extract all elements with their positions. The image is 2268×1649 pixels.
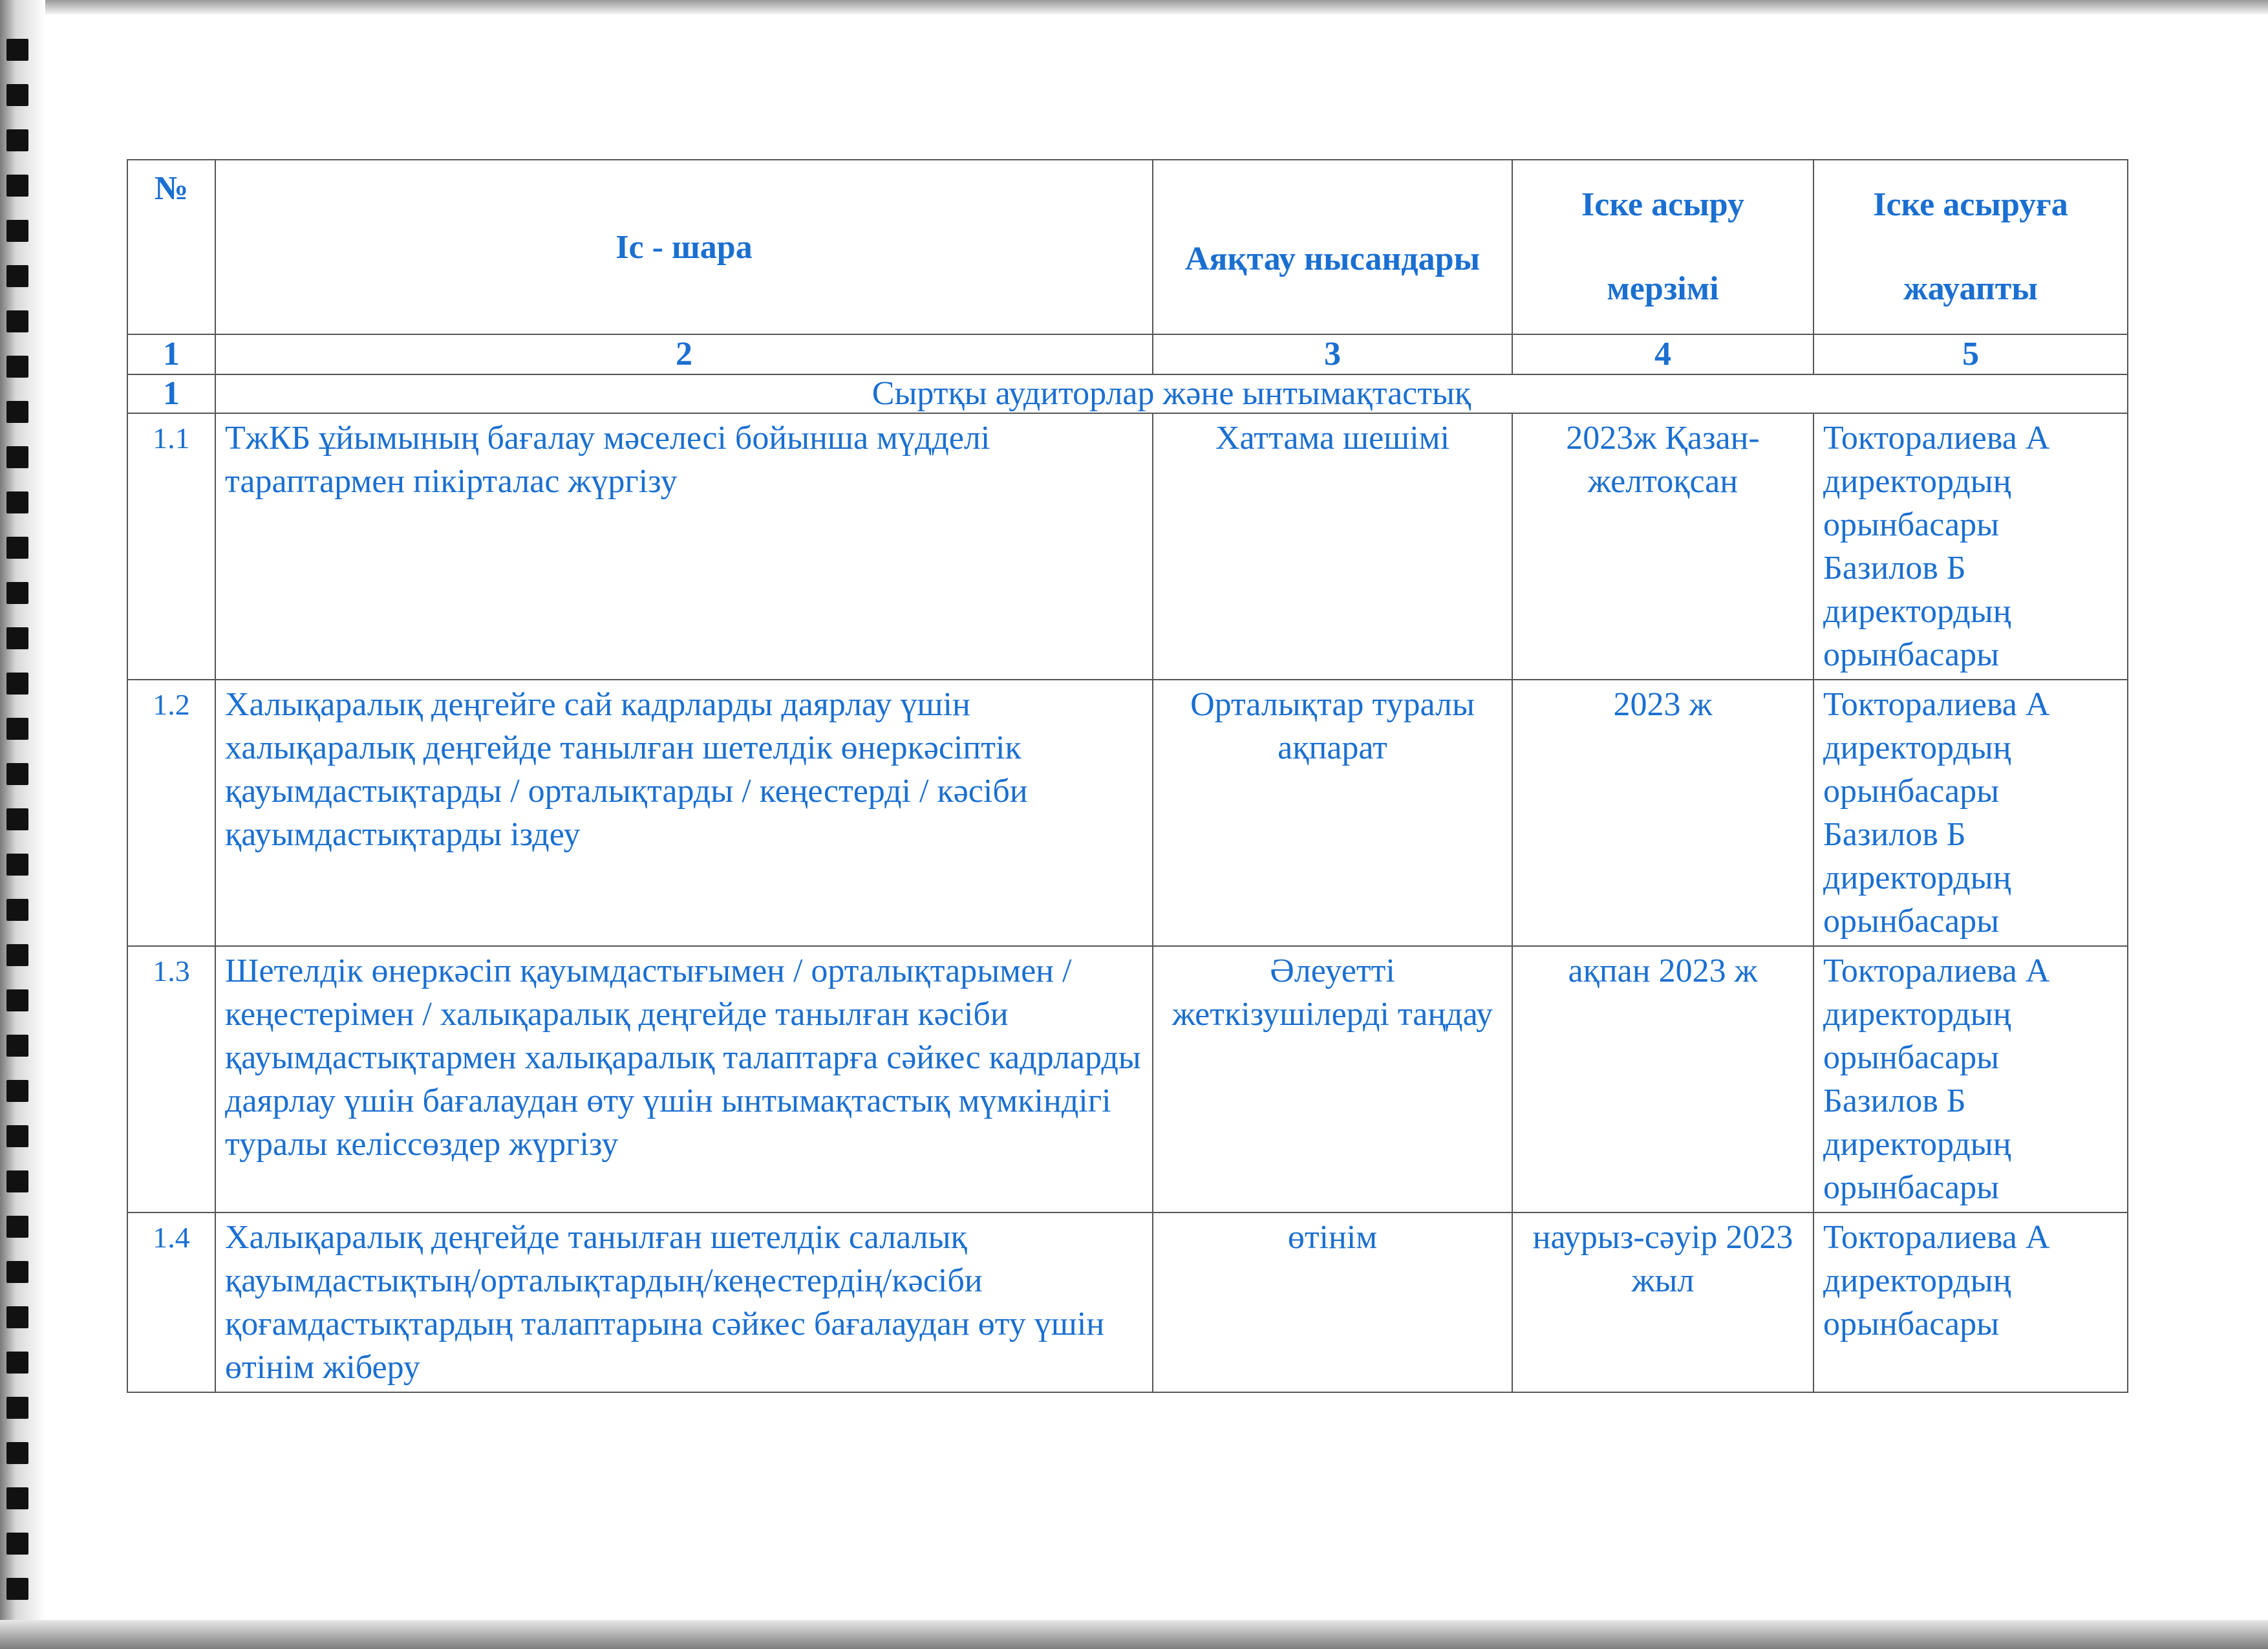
header-activity: Іс - шара <box>215 160 1153 334</box>
row-deadline: наурыз-сәуір 2023 жыл <box>1512 1212 1813 1392</box>
scan-top-edge <box>0 0 2268 14</box>
binding-hole <box>6 582 28 604</box>
binding-hole <box>6 1487 28 1509</box>
binding-hole <box>6 356 28 378</box>
header-completion-form: Аяқтау нысандары <box>1153 160 1512 334</box>
binding-hole <box>6 627 28 649</box>
row-activity: Халықаралық деңгейде танылған шетелдік салалық қауымдастықтың/орталықтардың/кеңестердің/кәсіби қоғамдастықтардың талаптарына сәйкес бағалаудан өту үшін өтінім жіберу <box>215 1212 1153 1392</box>
row-activity: Халықаралық деңгейге сай кадрларды даярлау үшін халықаралық деңгейде танылған шетелдік өнеркәсіптік қауымдастықтарды / орталықтарды / кеңестерді / кәсіби қауымдастықтарды іздеу <box>215 680 1153 946</box>
binding-hole <box>6 854 28 876</box>
section-row <box>127 374 2128 413</box>
binding-hole <box>6 129 28 151</box>
binding-hole <box>6 1578 28 1600</box>
binding-hole <box>6 1533 28 1555</box>
binding-hole <box>6 1352 28 1374</box>
row-deadline: 2023 ж <box>1512 680 1813 946</box>
binding-hole <box>6 537 28 559</box>
row-deadline: 2023ж Қазан-желтоқсан <box>1512 413 1813 680</box>
column-number: 1 <box>127 334 215 374</box>
binding-hole <box>6 1170 28 1192</box>
row-responsible: Токторалиева А директордың орынбасары Базилов Б директордың орынбасары <box>1813 946 2128 1212</box>
binding-hole <box>6 808 28 830</box>
binding-hole <box>6 989 28 1011</box>
column-number: 5 <box>1813 334 2128 374</box>
binding-hole <box>6 446 28 468</box>
binding-hole <box>6 401 28 423</box>
row-responsible: Токторалиева А директордың орынбасары Базилов Б директордың орынбасары <box>1813 680 2128 946</box>
row-completion-form: Орталықтар туралы ақпарат <box>1153 680 1512 946</box>
binding-hole <box>6 763 28 785</box>
row-completion-form: Хаттама шешімі <box>1153 413 1512 680</box>
table-row <box>127 413 2128 680</box>
table-row <box>127 680 2128 946</box>
header-responsible: Іске асыруға жауапты <box>1813 160 2128 334</box>
row-id: 1.3 <box>127 946 215 1212</box>
row-activity: ТжКБ ұйымының бағалау мәселесі бойынша мүдделі тараптармен пікірталас жүргізу <box>215 413 1153 680</box>
column-number: 2 <box>215 334 1153 374</box>
scan-bottom-edge <box>0 1620 2268 1649</box>
binding-hole <box>6 1216 28 1238</box>
row-deadline: ақпан 2023 ж <box>1512 946 1813 1212</box>
binding-hole <box>6 265 28 287</box>
binding-hole <box>6 718 28 740</box>
binding-hole <box>6 1035 28 1057</box>
binding-hole <box>6 1125 28 1147</box>
header-deadline: Іске асыру мерзімі <box>1512 160 1813 334</box>
table-row <box>127 946 2128 1212</box>
section-number: 1 <box>127 374 215 413</box>
binding-hole <box>6 310 28 332</box>
row-id: 1.2 <box>127 680 215 946</box>
binding-hole <box>6 1397 28 1419</box>
binding-hole <box>6 491 28 513</box>
binding-hole <box>6 84 28 106</box>
binding-hole <box>6 899 28 921</box>
row-responsible: Токторалиева А директордың орынбасары Базилов Б директордың орынбасары <box>1813 413 2128 680</box>
binding-hole <box>6 673 28 695</box>
row-completion-form: өтінім <box>1153 1212 1512 1392</box>
section-title: Сыртқы аудиторлар және ынтымақтастық <box>215 374 2128 413</box>
binding-hole <box>6 1261 28 1283</box>
row-id: 1.1 <box>127 413 215 680</box>
action-plan-table <box>127 159 2128 1393</box>
binding-hole <box>6 1306 28 1328</box>
binding-hole <box>6 175 28 197</box>
header-row <box>127 160 2128 334</box>
row-responsible: Токторалиева А директордың орынбасары <box>1813 1212 2128 1392</box>
binding-hole <box>6 944 28 966</box>
column-numbers-row <box>127 334 2128 374</box>
binding-hole <box>6 1080 28 1102</box>
column-number: 3 <box>1153 334 1512 374</box>
column-number: 4 <box>1512 334 1813 374</box>
row-completion-form: Әлеуетті жеткізушілерді таңдау <box>1153 946 1512 1212</box>
header-number: № <box>127 160 215 334</box>
binding-hole <box>6 1442 28 1464</box>
spiral-binding <box>0 0 45 1649</box>
binding-hole <box>6 39 28 61</box>
row-id: 1.4 <box>127 1212 215 1392</box>
table-row <box>127 1212 2128 1392</box>
binding-hole <box>6 220 28 242</box>
row-activity: Шетелдік өнеркәсіп қауымдастығымен / орталықтарымен / кеңестерімен / халықаралық деңгейде танылған кәсіби қауымдастықтармен халықаралық талаптарға сәйкес кадрларды даярлау үшін бағалаудан өту үшін ынтымақтастық мүмкіндігі туралы келіссөздер жүргізу <box>215 946 1153 1212</box>
